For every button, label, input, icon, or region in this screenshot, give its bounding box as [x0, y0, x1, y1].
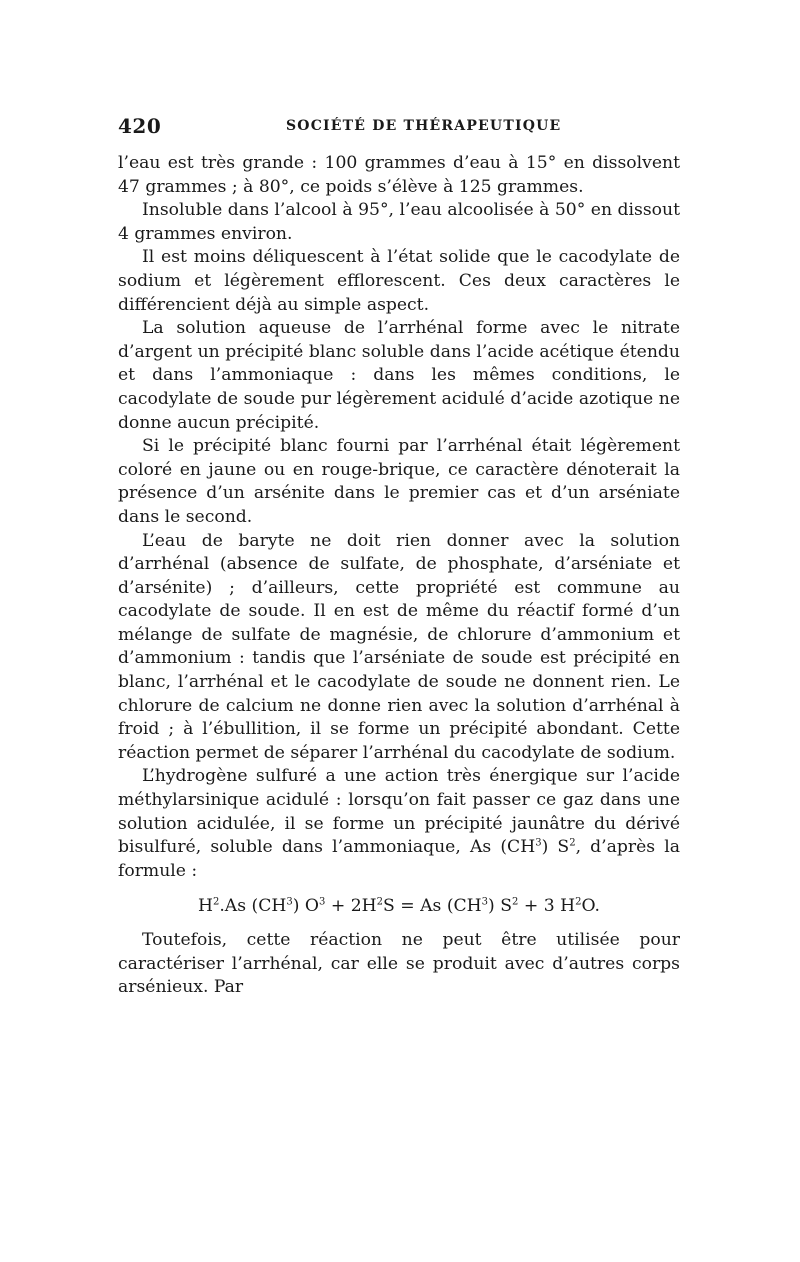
paragraph-baryta-water: L’eau de baryte ne doit rien donner avec la solution d’arrhénal (absence de sulfate, de phosphate, d’arséniate et d’arsénite) ; d’ailleurs, cette propriété est commune au cacodylate de soude. Il en est de même du réactif formé d’un mélange de sulfate de magnésie, de chlorure d’ammonium et d’ammonium : tandis que l’arséniate de soude est précipité en blanc, l’arrhénal et le cacodylate de soude ne donnent rien. Le chlorure de calcium ne donne rien avec la solution d’arrhénal à froid ; à l’ébullition, il se forme un précipité abondant. Cette réaction permet de séparer l’arrhénal du cacodylate de sodium. [118, 530, 680, 763]
formula-sup: 2 [212, 896, 220, 908]
running-title: SOCIÉTÉ DE THÉRAPEUTIQUE [286, 118, 562, 134]
paragraph-continued: l’eau est très grande : 100 grammes d’eau à 15° en dissolvent 47 grammes ; à 80°, ce poids s’élève à 125 grammes. [118, 153, 680, 197]
formula-part: S = As (CH [383, 896, 482, 917]
h2s-text-end: , d’après la formule : [118, 837, 680, 881]
paragraph-coloured-precipitate: Si le précipité blanc fourni par l’arrhénal était légèrement coloré en jaune ou en rouge-brique, ce caractère dénoterait la présence d’un arsénite dans le premier cas et d’un arséniate dans le second. [118, 436, 680, 527]
formula-part: O. [581, 896, 601, 917]
paragraph-hydrogen-sulfide [118, 765, 680, 883]
formula-sup: 2 [512, 896, 519, 908]
running-head [118, 114, 680, 138]
formula-part: ) O [292, 896, 319, 917]
formula-part: .As (CH [219, 896, 287, 917]
formula-sup: 3 [481, 896, 489, 908]
paragraph-silver-nitrate: La solution aqueuse de l’arrhénal forme avec le nitrate d’argent un précipité blanc soluble dans l’acide acétique étendu et dans l’ammoniaque : dans les mêmes conditions, le cacodylate de soude pur légèrement acidulé d’acide azotique ne donne aucun précipité. [118, 318, 680, 433]
formula-sup: 2 [575, 896, 582, 908]
paragraph-deliquescence: Il est moins déliquescent à l’état solide que le cacodylate de sodium et légèrement efflorescent. Ces deux caractères le différencient déjà au simple aspect. [118, 247, 680, 315]
h2s-text-mid: ) S [541, 837, 570, 858]
h2s-sup-1: 3 [535, 837, 542, 849]
page-number: 420 [118, 114, 162, 138]
formula-sup: 2 [376, 896, 384, 908]
h2s-text-start: L’hydrogène sulfuré a une action très énergique sur l’acide méthylarsinique acidulé : lorsqu’on fait passer ce gaz dans une solution acidulée, il se forme un précipité jaunâtre du dérivé bisulfuré, soluble dans l’ammoniaque, As (CH [118, 766, 680, 858]
h2s-sup-2: 2 [569, 837, 576, 849]
formula-part: + 2H [325, 896, 377, 917]
formula-part: + 3 H [518, 896, 576, 917]
body-text [118, 152, 680, 1000]
formula-part: ) S [488, 896, 512, 917]
paragraph-toutefois: Toutefois, cette réaction ne peut être utilisée pour caractériser l’arrhénal, car elle se produit avec d’autres corps arsénieux. Par [118, 930, 680, 998]
formula-part: H [197, 896, 213, 917]
formula-sup: 3 [319, 896, 326, 908]
chemical-formula [118, 895, 680, 919]
formula-sup: 3 [286, 896, 293, 908]
paragraph-solubility: Insoluble dans l’alcool à 95°, l’eau alcoolisée à 50° en dissout 4 grammes environ. [118, 200, 680, 244]
